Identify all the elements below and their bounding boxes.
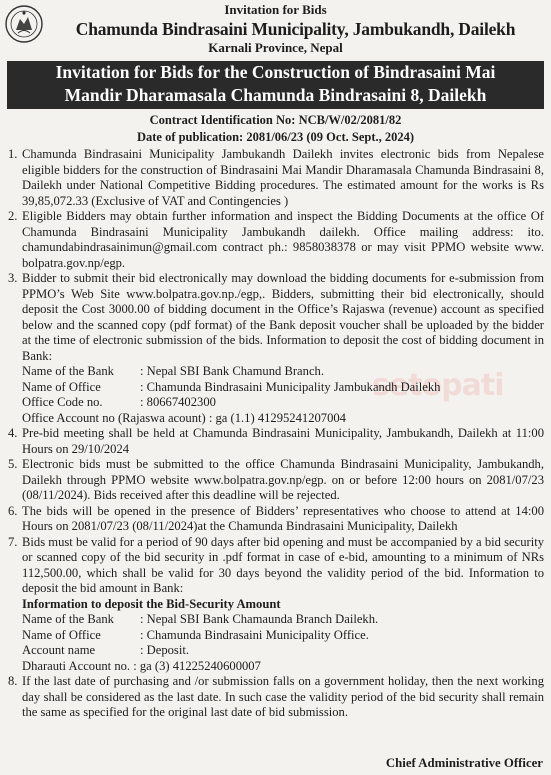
contract-id: Contract Identification No: NCB/W/02/2081/82 <box>149 113 402 127</box>
account-line: Office Account no (Rajaswa acount) : ga (1.1) 41295241207004 <box>22 410 346 425</box>
publication-date: Date of publication: 2081/06/23 (09 Oct. Sept., 2024) <box>136 130 415 144</box>
clause-text: If the last date of purchasing and /or submission falls on a government holiday, then the next working day shall be considered as the last date. In such case the validity period of the bid security shall remain the same as specified for the original last date of bid submission. <box>22 674 544 719</box>
clause-text: Bids must be valid for a period of 90 days after bid opening and must be accompanied by a bid security or scanned copy of the bid security in .pdf format in case of e-bid, amounting to a minimum of NRs 112,500.00, which shall be valid for 30 days beyond the validity period of the bid. Information to deposit the bid amount in Bank: <box>22 534 544 595</box>
clause-number: 3. <box>8 271 18 285</box>
clause-5 <box>8 457 544 504</box>
detail-label: Name of the Bank <box>22 612 114 626</box>
detail-label: Account name <box>22 643 96 657</box>
banner-line-2: Mandir Dharamasala Chamunda Bindrasaini 8, Dailekh <box>64 85 487 105</box>
province-name: Karnali Province, Nepal <box>208 40 343 55</box>
top-title: Invitation for Bids <box>224 2 327 17</box>
clause-8 <box>8 674 544 721</box>
detail-value: : Nepal SBI Bank Chamaunda Branch Dailekh. <box>140 612 379 626</box>
detail-value: : 80667402300 <box>140 395 216 409</box>
clause-number: 4. <box>8 426 18 440</box>
clause-text: Pre-bid meeting shall be held at Chamunda Bindrasaini Municipality, Jambukandh, Dailekh at 11:00 Hours on 29/10/2024 <box>22 426 544 456</box>
clause-2 <box>8 209 544 271</box>
clause-text: The bids will be opened in the presence of Bidders’ representatives who choose to attend at 14:00 Hours on 2081/07/23 (08/11/2024)at the Chamunda Bindrasaini Municipality, Dailekh <box>22 503 544 533</box>
clause-1 <box>8 147 544 209</box>
detail-label: Name of Office <box>22 379 101 394</box>
clause-text: Bidder to submit their bid electronically may download the bidding documents for e-submission from PPMO’s Web Site www.bolpatra.gov.np./egp,. Bidders, submitting their bid electronically, should deposit the Cost 3000.00 of bidding document in the Office’s Rajaswa (revenue) account as specified below and the scanned copy (pdf format) of the Bank deposit voucher shall be uploaded by the bidder at the time of electronic submission of the bids. Information to deposit the cost of bidding document in Bank: <box>22 271 544 363</box>
clause-7 <box>8 535 544 675</box>
detail-value: : Nepal SBI Bank Chamund Branch. <box>140 364 324 378</box>
bank-detail-row <box>22 628 544 644</box>
clause-4 <box>8 426 544 457</box>
bid-security-heading: Information to deposit the Bid-Security Amount <box>22 596 281 611</box>
clause-number: 1. <box>8 147 18 161</box>
bank-detail-row <box>22 380 544 396</box>
detail-label: Office Code no. <box>22 395 103 409</box>
bank-detail-row <box>22 643 544 659</box>
bank-detail-row <box>22 364 544 380</box>
detail-value: : Chamunda Bindrasaini Municipality Jambukandh Dailekh <box>140 379 441 394</box>
detail-label: Name of Office <box>22 627 101 642</box>
detail-value: : Deposit. <box>140 643 189 657</box>
header <box>0 0 551 60</box>
watermark-logo: setopati <box>372 368 504 403</box>
account-line: Dharauti Account no. : ga (3) 41225240600007 <box>22 658 261 673</box>
clause-3 <box>8 271 544 426</box>
clause-text: Chamunda Bindrasaini Municipality Jambukandh Dailekh invites electronic bids from Nepalese eligible bidders for the construction of Bindrasaini Mai Mandir Dharamasala Chamunda Bindrasaini 8, Dailekh under National Competitive Bidding procedures. The estimated amount for the works is Rs 39,85,072.33 (Exclusive of VAT and Contingencies ) <box>22 147 544 208</box>
detail-label: Name of the Bank <box>22 364 114 378</box>
bank-detail-row <box>22 395 544 411</box>
clause-6 <box>8 504 544 535</box>
bank-detail-row <box>22 612 544 628</box>
clause-number: 7. <box>8 534 18 549</box>
clause-number: 6. <box>8 503 18 518</box>
clause-number: 5. <box>8 457 18 471</box>
municipality-name: Chamunda Bindrasaini Municipality, Jambukandh, Dailekh <box>75 19 516 39</box>
banner-line-1: Invitation for Bids for the Construction of Bindrasaini Mai <box>55 62 496 82</box>
title-banner <box>7 61 544 109</box>
detail-value: : Chamunda Bindrasaini Municipality Office. <box>140 627 369 642</box>
clause-number: 8. <box>8 674 18 688</box>
signoff: Chief Administrative Officer <box>385 756 543 770</box>
clause-number: 2. <box>8 209 18 223</box>
notice-body <box>8 147 544 721</box>
clause-text: Electronic bids must be submitted to the office Chamunda Bindrasaini Municipality, Jambukandh, Dailekh through PPMO website www.bolpatra.gov.np/egp. on or before 12:00 hours on 2081/07/23 (08/11/2024). Bids received after this deadline will be rejected. <box>22 457 544 502</box>
clause-text: Eligible Bidders may obtain further information and inspect the Bidding Documents at the office Of Chamunda Bindrasaini Municipality Jambukandh dailekh. Office mailing address: ito. chamundabindrasainimun@gmail.com contract ph.: 9858038378 or may visit PPMO website www. bolpatra.gov.np/egp. <box>22 209 544 270</box>
